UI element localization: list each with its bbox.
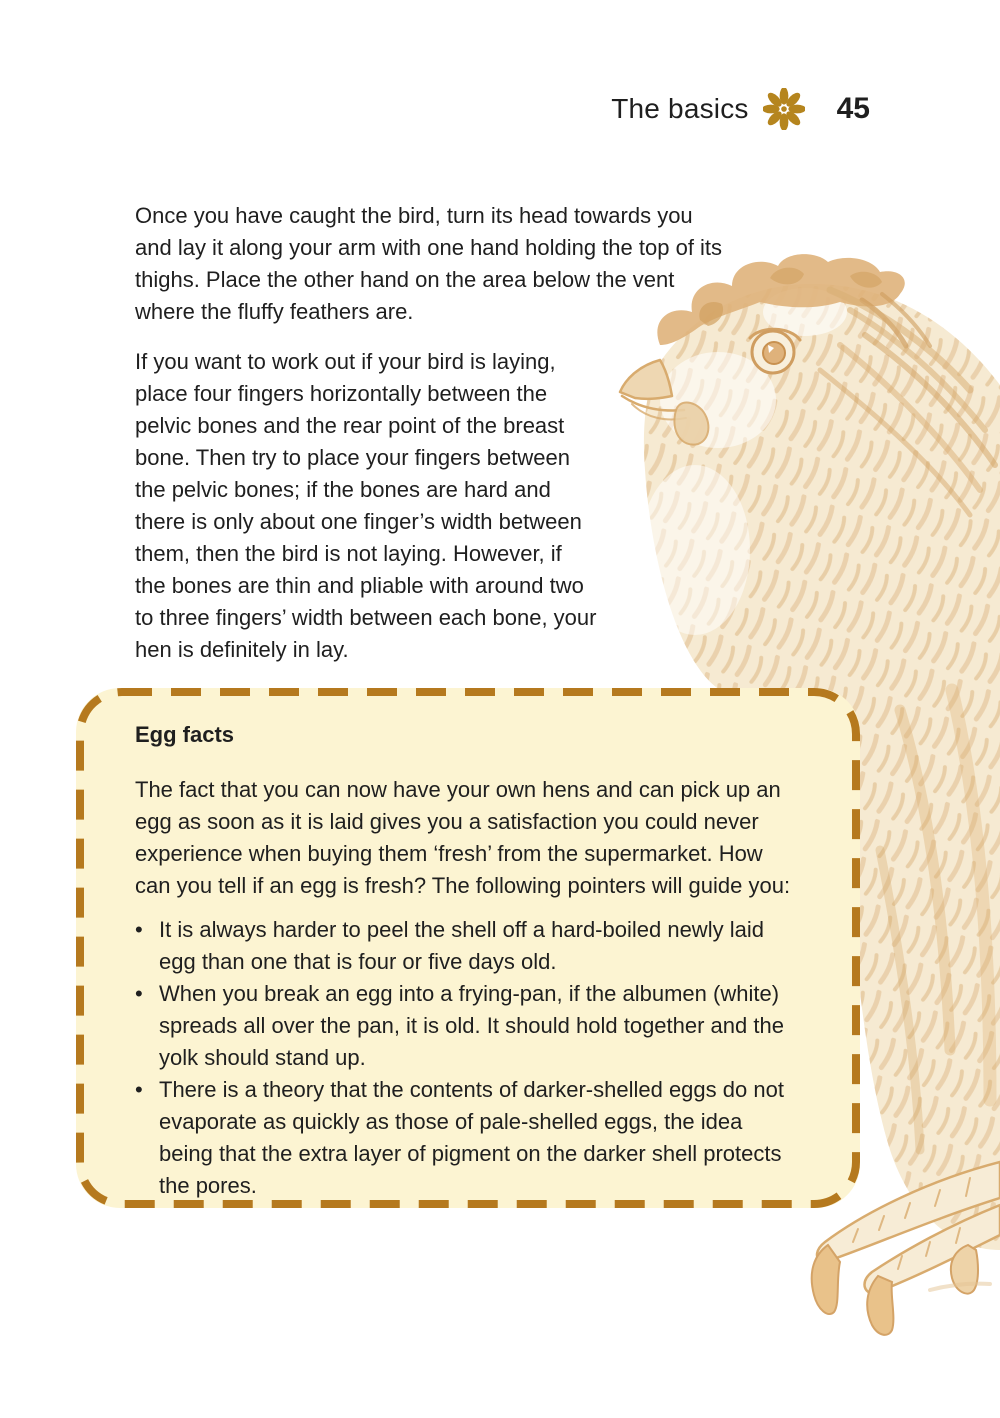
page-number: 45 bbox=[836, 92, 870, 125]
egg-facts-box bbox=[76, 688, 860, 1208]
list-item bbox=[135, 978, 802, 1074]
list-item bbox=[135, 914, 802, 978]
egg-facts-heading: Egg facts bbox=[135, 722, 235, 747]
list-item-text: There is a theory that the contents of darker-shelled eggs do not evaporate as quickly as those of pale-shelled eggs, the idea being that the extra layer of pigment on the darker shell protects the pores. bbox=[159, 1077, 784, 1198]
flower-icon bbox=[763, 88, 805, 130]
paragraph-laying-check: If you want to work out if your bird is laying, place four fingers horizontally between the pelvic bones and the rear point of the breast bone. Then try to place your fingers between the pelvic bones; if the bones are hard and there is only about one finger’s width between them, then the bird is not laying. However, if the bones are thin and pliable with around two to three fingers’ width between each bone, your hen is definitely in lay. bbox=[135, 349, 597, 662]
egg-facts-list bbox=[135, 914, 802, 1202]
egg-facts-intro: The fact that you can now have your own hens and can pick up an egg as soon as it is laid gives you a satisfaction you could never experience when buying them ‘fresh’ from the supermarket. How can you tell if an egg is fresh? The following pointers will guide you: bbox=[135, 777, 791, 898]
bullet-icon: • bbox=[135, 1077, 143, 1102]
list-item-text: When you break an egg into a frying-pan, if the albumen (white) spreads all over the pan, it is old. It should hold together and the yolk should stand up. bbox=[159, 981, 784, 1070]
list-item bbox=[135, 1074, 802, 1202]
paragraph-catching-bird: Once you have caught the bird, turn its head towards you and lay it along your arm with one hand holding the top of its thighs. Place the other hand on the area below the vent where the fluffy feathers are. bbox=[135, 203, 723, 324]
bullet-icon: • bbox=[135, 981, 143, 1006]
section-title: The basics bbox=[611, 93, 749, 124]
list-item-text: It is always harder to peel the shell off a hard-boiled newly laid egg than one that is four or five days old. bbox=[159, 917, 764, 974]
bullet-icon: • bbox=[135, 917, 143, 942]
page-header bbox=[611, 88, 870, 130]
